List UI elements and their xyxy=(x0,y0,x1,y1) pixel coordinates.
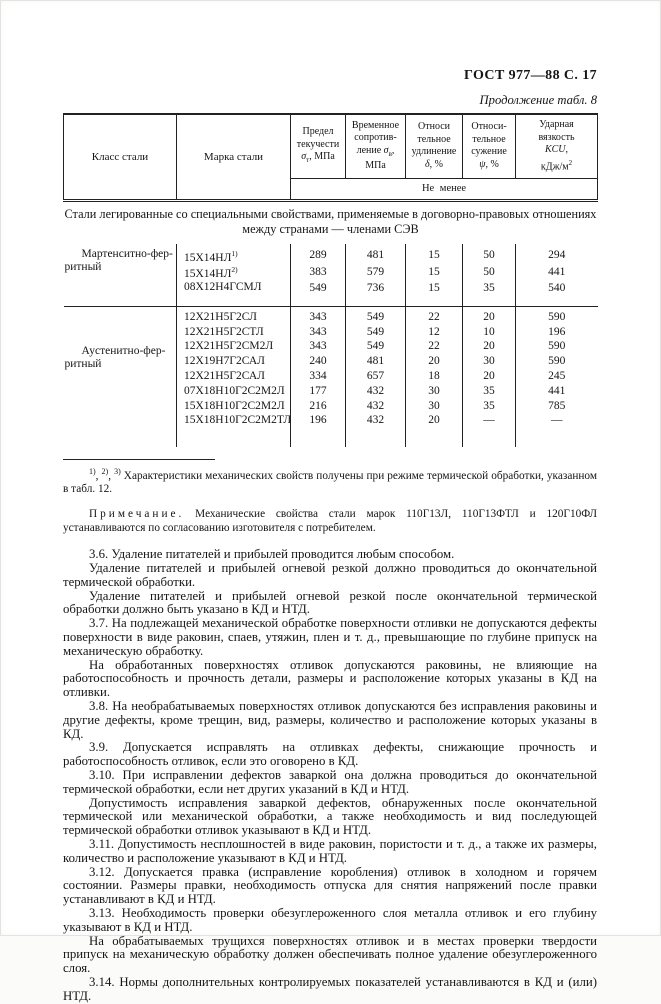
body-paragraph: На обрабатываемых трущихся поверхностях отливок и в местах проверки твердости припуск на механическую обработку должен обеспечивать полное удаление обезуглероженного слоя. xyxy=(63,933,597,976)
steel-class-cell: Мартенситно-фер- ритный xyxy=(64,244,177,307)
steel-grade-cell: 12Х21Н5Г2СТЛ xyxy=(177,325,291,340)
table-footnote: $^{1)}$, $^{2)}$, $^{3)}$ Характеристики механических свойств получены при режиме термической обработки, указанном в табл. 12. xyxy=(63,467,598,496)
steel-grade-cell: 12Х21Н5Г2САЛ xyxy=(177,369,291,384)
body-paragraph: 3.9. Допускается исправлять на отливках дефекты, снижающие прочность и работоспособность отливок, если это оговорено в КД. xyxy=(63,740,597,769)
value-cell: 289 xyxy=(291,244,346,265)
body-paragraph: Удаление питателей и прибылей огневой резкой после окончательной термической обработки должно быть указано в КД и НТД. xyxy=(63,588,597,617)
value-cell: 18 xyxy=(406,369,463,384)
value-cell: 540 xyxy=(516,281,598,306)
mechanical-properties-table xyxy=(63,113,598,447)
table-continuation-caption: Продолжение табл. 8 xyxy=(479,93,597,107)
column-header-yield-strength: Предел текучести $\sigma_т$, МПа xyxy=(291,114,346,178)
value-cell: 20 xyxy=(406,413,463,438)
body-paragraph: Допустимость исправления заваркой дефектов, обнаруженных после окончательной термической или механической обработки, а также необходимость и вид последующей термической обработки отливок указывают в КД и НТД. xyxy=(63,795,597,838)
note-text: Механические свойства стали марок 110Г13Л, 110Г13ФТЛ и 120Г10ФЛ устанавливаются по согласованию изготовителя с потребителем. xyxy=(63,508,597,534)
value-cell: 20 xyxy=(406,354,463,369)
value-cell: 549 xyxy=(291,281,346,306)
steel-grade-cell: 15Х14НЛ$^{2)}$ xyxy=(177,264,291,281)
value-cell: 736 xyxy=(346,281,406,306)
column-header-impact-strength: Ударная вязкость KCU, кДж/$м^2$ xyxy=(516,114,598,178)
value-cell: 240 xyxy=(291,354,346,369)
value-cell: 15 xyxy=(406,244,463,265)
steel-grade-cell: 15Х18Н10Г2С2М2ТЛ xyxy=(177,413,291,438)
value-cell: 549 xyxy=(346,339,406,354)
value-cell: 20 xyxy=(463,306,516,324)
table-header-row xyxy=(64,114,598,178)
note-label: Примечание. xyxy=(89,508,185,521)
value-cell: 432 xyxy=(346,384,406,399)
value-cell: 35 xyxy=(463,384,516,399)
steel-grade-cell: 15Х14НЛ$^{1)}$ xyxy=(177,244,291,265)
value-cell: 294 xyxy=(516,244,598,265)
value-cell: 549 xyxy=(346,325,406,340)
value-cell: 441 xyxy=(516,384,598,399)
column-header-elongation: Относи тельное удлинение δ, % xyxy=(406,114,463,178)
value-cell: — xyxy=(463,413,516,438)
table-row xyxy=(64,306,598,324)
column-header-contraction: Относи- тельное сужение ψ, % xyxy=(463,114,516,178)
column-header-tensile-strength: Временное сопротив- ление $\sigma_в$, МПа xyxy=(346,114,406,178)
body-paragraph: 3.11. Допустимость несплошностей в виде раковин, пористости и т. д., а также их размеры, количество и расположение указывают в КД и НТД. xyxy=(63,837,597,865)
steel-grade-cell: 08Х12Н4ГСМЛ xyxy=(177,281,291,306)
value-cell: 30 xyxy=(463,354,516,369)
value-cell: 15 xyxy=(406,264,463,281)
value-cell: 15 xyxy=(406,281,463,306)
steel-grade-cell: 07Х18Н10Г2С2М2Л xyxy=(177,384,291,399)
value-cell: 20 xyxy=(463,339,516,354)
value-cell: 343 xyxy=(291,306,346,324)
body-paragraph: 3.8. На необрабатываемых поверхностях отливок допускаются без исправления раковины и другие дефекты, кроме трещин, вид, размеры, количество и расположение которых указаны в КД. xyxy=(63,699,597,741)
running-header: ГОСТ 977—88 С. 17 xyxy=(464,68,597,83)
body-paragraph: 3.14. Нормы дополнительных контролируемых показателей устанавливаются в КД и (или) НТД. xyxy=(63,974,597,1003)
value-cell: 22 xyxy=(406,339,463,354)
value-cell: 343 xyxy=(291,325,346,340)
body-paragraphs xyxy=(63,548,597,1003)
value-cell: 441 xyxy=(516,264,598,281)
value-cell: 590 xyxy=(516,306,598,324)
value-cell: 785 xyxy=(516,399,598,414)
value-cell: — xyxy=(516,413,598,438)
value-cell: 334 xyxy=(291,369,346,384)
value-cell: 343 xyxy=(291,339,346,354)
body-paragraph: 3.7. На подлежащей механической обработке поверхности отливки не допускаются дефекты поверхности в виде раковин, спаев, утяжин, плен и т. д., превышающие по глубине припуск на механическую обработку. xyxy=(63,616,597,658)
value-cell: 216 xyxy=(291,399,346,414)
note-paragraph xyxy=(63,508,597,535)
not-less-label: Не менее xyxy=(291,178,598,200)
value-cell: 245 xyxy=(516,369,598,384)
value-cell: 50 xyxy=(463,244,516,265)
value-cell: 20 xyxy=(463,369,516,384)
steel-class-cell: Аустенитно-фер- ритный xyxy=(64,306,177,438)
value-cell: 12 xyxy=(406,325,463,340)
value-cell: 657 xyxy=(346,369,406,384)
value-cell: 549 xyxy=(346,306,406,324)
steel-grade-cell: 15Х18Н10Г2С2М2Л xyxy=(177,399,291,414)
value-cell: 196 xyxy=(516,325,598,340)
steel-grade-cell: 12Х21Н5Г2СМ2Л xyxy=(177,339,291,354)
column-header-steel-grade: Марка стали xyxy=(177,114,291,200)
section-title: Стали легированные со специальными свойствами, применяемые в договорно-правовых отношениях между странами — членами СЭВ xyxy=(64,200,598,244)
value-cell: 177 xyxy=(291,384,346,399)
table-bottom-stub xyxy=(64,438,598,447)
value-cell: 10 xyxy=(463,325,516,340)
value-cell: 432 xyxy=(346,399,406,414)
column-header-steel-class: Класс стали xyxy=(64,114,177,200)
value-cell: 383 xyxy=(291,264,346,281)
value-cell: 432 xyxy=(346,413,406,438)
value-cell: 590 xyxy=(516,354,598,369)
value-cell: 35 xyxy=(463,281,516,306)
body-paragraph: 3.6. Удаление питателей и прибылей проводится любым способом. xyxy=(89,547,455,562)
body-paragraph: Удаление питателей и прибылей огневой резкой должно проводиться до окончательной термической обработки. xyxy=(63,561,597,589)
table-row xyxy=(64,244,598,265)
body-paragraph: 3.10. При исправлении дефектов заваркой она должна проводиться до окончательной термической обработки, если нет других указаний в КД и НТД. xyxy=(63,768,597,796)
value-cell: 30 xyxy=(406,399,463,414)
body-paragraph: На обработанных поверхностях отливок допускаются раковины, не влияющие на работоспособность и прочность детали, размеры и расположение которых указаны в КД на отливки. xyxy=(63,657,597,700)
value-cell: 50 xyxy=(463,264,516,281)
value-cell: 481 xyxy=(346,244,406,265)
value-cell: 22 xyxy=(406,306,463,324)
footnote-rule xyxy=(63,459,215,460)
value-cell: 590 xyxy=(516,339,598,354)
value-cell: 35 xyxy=(463,399,516,414)
body-paragraph: 3.12. Допускается правка (исправление коробления) отливок в холодном и горячем состоянии. Размеры правки, необходимость отпуска для снятия напряжений после правки устанавливают в КД и НТД. xyxy=(63,864,597,907)
steel-grade-cell: 12Х19Н7Г2САЛ xyxy=(177,354,291,369)
value-cell: 196 xyxy=(291,413,346,438)
steel-grade-cell: 12Х21Н5Г2СЛ xyxy=(177,306,291,324)
value-cell: 579 xyxy=(346,264,406,281)
value-cell: 481 xyxy=(346,354,406,369)
body-paragraph: 3.13. Необходимость проверки обезуглероженного слоя металла отливок и его глубину указывают в КД и НТД. xyxy=(63,905,597,934)
section-row xyxy=(64,200,598,244)
value-cell: 30 xyxy=(406,384,463,399)
